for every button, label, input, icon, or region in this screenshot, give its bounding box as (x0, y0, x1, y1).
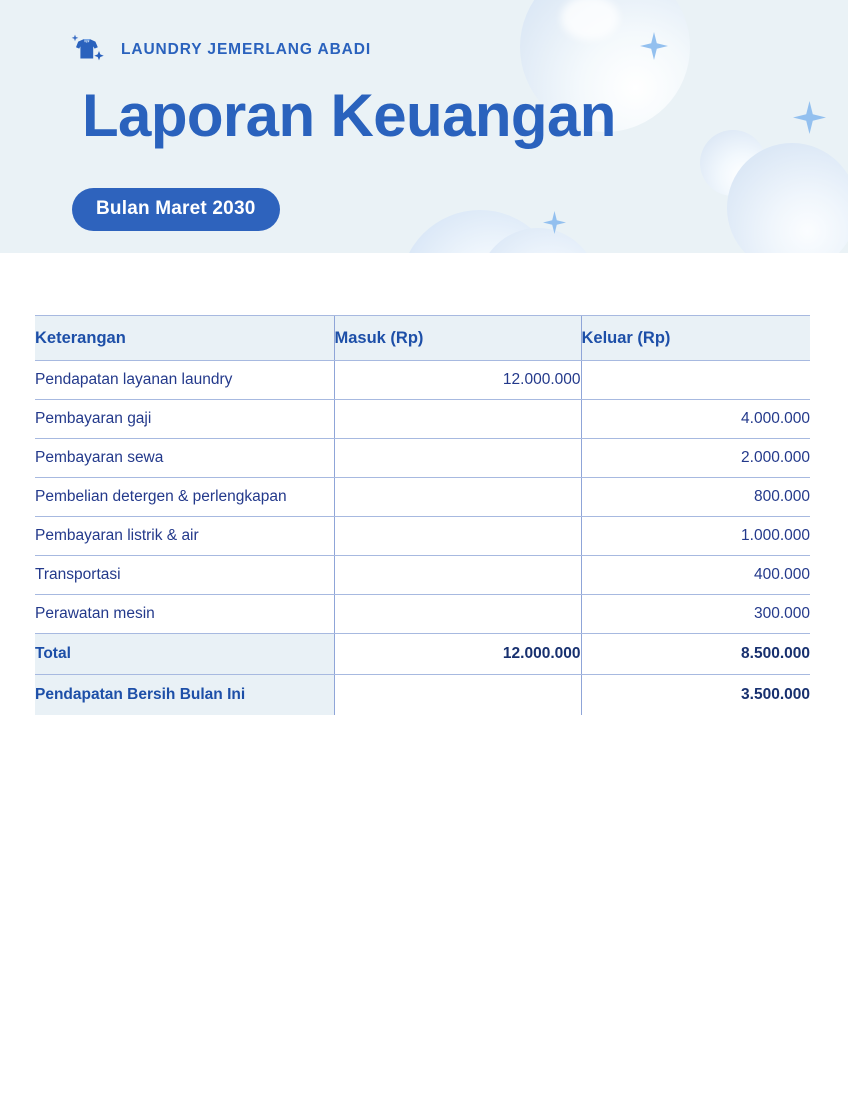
row-keluar: 1.000.000 (581, 517, 810, 556)
row-label: Transportasi (35, 556, 334, 595)
column-header-masuk: Masuk (Rp) (334, 316, 581, 361)
table-header-row (35, 316, 810, 361)
row-masuk (334, 478, 581, 517)
row-masuk (334, 556, 581, 595)
row-keluar (581, 361, 810, 400)
net-income-masuk (334, 675, 581, 716)
row-label: Pendapatan layanan laundry (35, 361, 334, 400)
total-masuk: 12.000.000 (334, 634, 581, 675)
table-row (35, 595, 810, 634)
column-header-keterangan: Keterangan (35, 316, 334, 361)
row-label: Pembelian detergen & perlengkapan (35, 478, 334, 517)
table-row (35, 439, 810, 478)
table-row (35, 556, 810, 595)
brand-name: LAUNDRY JEMERLANG ABADI (121, 41, 372, 58)
row-label: Pembayaran gaji (35, 400, 334, 439)
row-masuk (334, 517, 581, 556)
row-label: Perawatan mesin (35, 595, 334, 634)
financial-report-table (35, 315, 810, 715)
row-keluar: 800.000 (581, 478, 810, 517)
sparkle-icon (793, 101, 826, 134)
row-keluar: 4.000.000 (581, 400, 810, 439)
row-label: Pembayaran listrik & air (35, 517, 334, 556)
total-label: Total (35, 634, 334, 675)
total-keluar: 8.500.000 (581, 634, 810, 675)
row-masuk (334, 595, 581, 634)
row-masuk: 12.000.000 (334, 361, 581, 400)
table-row (35, 478, 810, 517)
tshirt-sparkle-icon (70, 33, 110, 67)
brand-logo (70, 33, 371, 67)
page-title: Laporan Keuangan (82, 82, 616, 149)
table-row (35, 400, 810, 439)
table-row-total (35, 634, 810, 675)
column-header-keluar: Keluar (Rp) (581, 316, 810, 361)
row-masuk (334, 400, 581, 439)
net-income-keluar: 3.500.000 (581, 675, 810, 716)
row-keluar: 300.000 (581, 595, 810, 634)
row-keluar: 400.000 (581, 556, 810, 595)
table-row (35, 517, 810, 556)
net-income-label: Pendapatan Bersih Bulan Ini (35, 675, 334, 716)
row-label: Pembayaran sewa (35, 439, 334, 478)
row-keluar: 2.000.000 (581, 439, 810, 478)
table-row (35, 361, 810, 400)
table-row-net-income (35, 675, 810, 716)
row-masuk (334, 439, 581, 478)
period-badge: Bulan Maret 2030 (72, 188, 280, 231)
